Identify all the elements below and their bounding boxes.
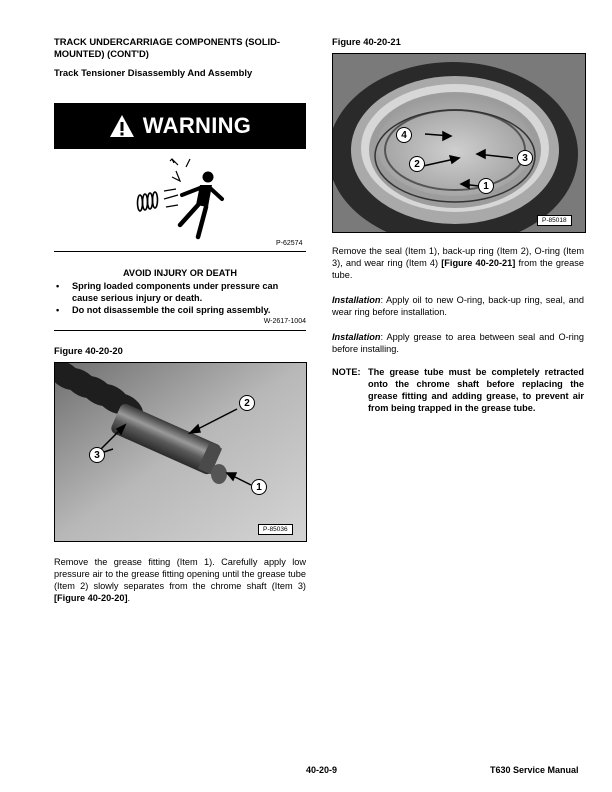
installation-label: Installation [332, 332, 381, 342]
warning-label: WARNING [142, 113, 252, 138]
warning-triangle-icon [109, 114, 135, 138]
callout-3: 3 [517, 150, 533, 166]
callout-3: 3 [89, 447, 105, 463]
figure-ref: [Figure 40-20-21] [441, 258, 516, 268]
paragraph: Installation: Apply oil to new O-ring, back-up ring, seal, and wear ring before installation. [332, 295, 584, 317]
callout-4: 4 [396, 127, 412, 143]
note-label: NOTE: [332, 367, 361, 377]
paragraph: Installation: Apply grease to area between seal and O-ring before installing. [332, 332, 584, 354]
callout-2: 2 [409, 156, 425, 172]
note-text: The grease tube must be completely retracted onto the chrome shaft before replacing the grease fitting and adding grease, to prevent air from being trapped in the grease tube. [368, 367, 584, 413]
note [332, 366, 584, 414]
warning-code: W-2617-1004 [263, 318, 306, 325]
list-item: • Do not disassemble the coil spring assembly. [56, 305, 271, 315]
figure-ref: [Figure 40-20-20] [54, 593, 128, 603]
divider [54, 330, 306, 331]
callout-1: 1 [251, 479, 267, 495]
warning-heading: AVOID INJURY OR DEATH [122, 268, 237, 278]
manual-title: T630 Service Manual [490, 765, 579, 775]
photo-code: P-85036 [258, 524, 293, 535]
figure-title: Figure 40-20-20 [54, 345, 123, 356]
grease-tube-photo-drawing [333, 54, 585, 232]
list-item: • Spring loaded components under pressure can cause serious injury or death. [56, 281, 279, 303]
callout-2: 2 [239, 395, 255, 411]
section-title: TRACK UNDERCARRIAGE COMPONENTS (SOLID-MOUNTED) (CONT'D) [54, 36, 281, 59]
page-number: 40-20-9 [306, 765, 338, 775]
warning-list [54, 280, 306, 316]
warning-banner [54, 103, 306, 149]
figure-photo-tensioner [54, 362, 307, 542]
illustration-code: P-62574 [276, 240, 303, 247]
divider [54, 251, 306, 252]
spring-hazard-illustration [130, 155, 230, 245]
callout-1: 1 [478, 178, 494, 194]
paragraph: Remove the grease fitting (Item 1). Carefully apply low pressure air to the grease fitting opening until the grease tube (Item 2) slowly separates from the chrome shaft (Item 3) [Figure 40-20-20]. [54, 557, 306, 603]
photo-code: P-85018 [537, 215, 572, 226]
sub-title: Track Tensioner Disassembly And Assembly [54, 67, 253, 78]
figure-title: Figure 40-20-21 [332, 36, 401, 47]
installation-label: Installation [332, 295, 381, 305]
paragraph: Remove the seal (Item 1), back-up ring (Item 2), O-ring (Item 3), and wear ring (Item 4) [Figure 40-20-21] from the grease tube. [332, 246, 584, 280]
figure-photo-grease-tube [332, 53, 586, 233]
